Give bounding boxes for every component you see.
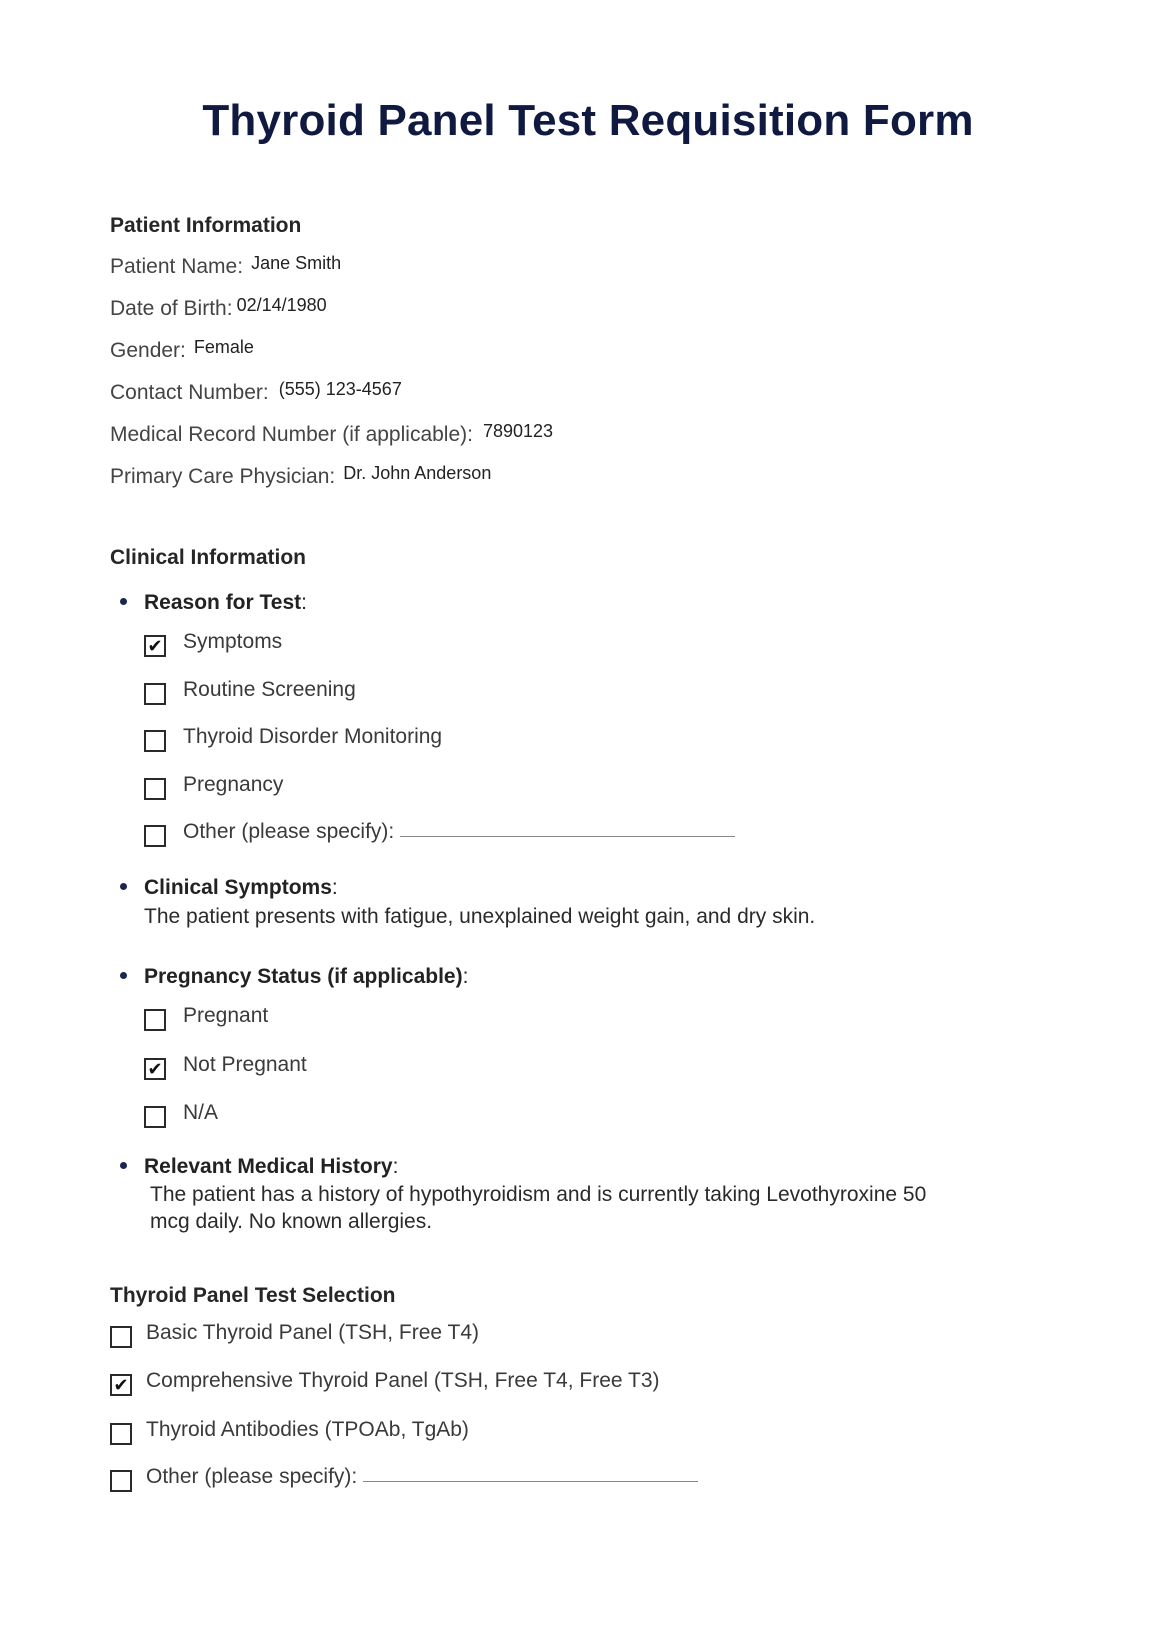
pregnancy-status-item — [120, 965, 468, 989]
bullet-icon — [120, 883, 127, 890]
reason-option-pregnancy[interactable] — [144, 773, 283, 797]
pregnancy-option-na[interactable] — [144, 1101, 218, 1125]
checkbox-icon[interactable] — [144, 825, 166, 847]
checkbox-icon[interactable] — [144, 683, 166, 705]
option-label: Pregnancy — [183, 773, 284, 796]
medical-history-line-2: mcg daily. No known allergies. — [150, 1210, 433, 1233]
medical-history-item — [120, 1155, 398, 1179]
dob-field — [110, 297, 327, 321]
patient-name-label: Patient Name: — [110, 255, 244, 278]
option-label: Not Pregnant — [183, 1053, 307, 1076]
reason-option-symptoms[interactable] — [144, 630, 282, 654]
checkbox-icon[interactable] — [110, 1470, 132, 1492]
checkbox-icon[interactable] — [144, 730, 166, 752]
reason-for-test-item — [120, 591, 307, 615]
pregnancy-status-label: Pregnancy Status (if applicable) — [144, 965, 463, 988]
option-label: Other (please specify): — [183, 820, 395, 843]
mrn-label: Medical Record Number (if applicable): — [110, 423, 473, 446]
symptoms-colon: : — [331, 876, 338, 899]
test-option-basic-panel[interactable] — [110, 1321, 479, 1345]
pcp-label: Primary Care Physician: — [110, 465, 336, 488]
bullet-icon — [120, 598, 127, 605]
checkbox-icon[interactable] — [144, 1009, 166, 1031]
bullet-icon — [120, 972, 127, 979]
contact-number-value[interactable]: (555) 123-4567 — [278, 379, 402, 399]
patient-info-heading: Patient Information — [110, 214, 302, 237]
checkbox-icon[interactable] — [144, 1106, 166, 1128]
test-selection-heading: Thyroid Panel Test Selection — [110, 1284, 396, 1307]
form-title: Thyroid Panel Test Requisition Form — [202, 96, 974, 145]
medical-history-line-1: The patient has a history of hypothyroidism and is currently taking Levothyroxine 50 — [150, 1183, 927, 1206]
gender-label: Gender: — [110, 339, 186, 362]
option-label: Routine Screening — [183, 678, 356, 701]
reason-option-thyroid-monitoring[interactable] — [144, 725, 442, 749]
option-label: Comprehensive Thyroid Panel (TSH, Free T4, Free T3) — [146, 1369, 660, 1392]
option-label: Other (please specify): — [146, 1465, 358, 1488]
option-label: Basic Thyroid Panel (TSH, Free T4) — [146, 1321, 480, 1344]
test-other-specify-input-line[interactable] — [363, 1481, 698, 1482]
pcp-value[interactable]: Dr. John Anderson — [343, 463, 492, 483]
other-specify-input-line[interactable] — [400, 836, 735, 837]
clinical-symptoms-text: The patient presents with fatigue, unexplained weight gain, and dry skin. — [144, 905, 816, 928]
history-colon: : — [392, 1155, 399, 1178]
patient-name-value[interactable]: Jane Smith — [251, 253, 342, 273]
medical-history-label: Relevant Medical History — [144, 1155, 393, 1178]
test-option-thyroid-antibodies[interactable] — [110, 1418, 469, 1442]
dob-value[interactable]: 02/14/1980 — [236, 295, 327, 315]
mrn-value[interactable]: 7890123 — [482, 421, 554, 441]
bullet-icon — [120, 1162, 127, 1169]
patient-name-field — [110, 255, 341, 279]
checkbox-icon[interactable] — [144, 778, 166, 800]
test-option-comprehensive-panel[interactable] — [110, 1369, 660, 1393]
checkbox-checked-icon[interactable]: ✔ — [110, 1374, 132, 1396]
option-label: Thyroid Antibodies (TPOAb, TgAb) — [146, 1418, 469, 1441]
reason-colon: : — [301, 591, 307, 614]
clinical-symptoms-item — [120, 876, 338, 900]
checkbox-checked-icon[interactable]: ✔ — [144, 1058, 166, 1080]
contact-number-field — [110, 381, 402, 405]
reason-for-test-label: Reason for Test — [144, 591, 302, 614]
reason-option-routine-screening[interactable] — [144, 678, 356, 702]
pregnancy-option-pregnant[interactable] — [144, 1004, 268, 1028]
reason-option-other[interactable] — [144, 820, 735, 844]
clinical-symptoms-label: Clinical Symptoms — [144, 876, 332, 899]
pregnancy-colon: : — [462, 965, 469, 988]
checkbox-checked-icon[interactable]: ✔ — [144, 635, 166, 657]
option-label: Thyroid Disorder Monitoring — [183, 725, 443, 748]
dob-label: Date of Birth: — [110, 297, 233, 320]
test-option-other[interactable] — [110, 1465, 698, 1489]
clinical-info-heading: Clinical Information — [110, 546, 307, 569]
option-label: N/A — [183, 1101, 219, 1124]
contact-number-label: Contact Number: — [110, 381, 269, 404]
medical-history-text — [150, 1181, 926, 1235]
checkbox-icon[interactable] — [110, 1423, 132, 1445]
gender-field — [110, 339, 254, 363]
option-label: Symptoms — [183, 630, 283, 653]
option-label: Pregnant — [183, 1004, 269, 1027]
pregnancy-option-not-pregnant[interactable] — [144, 1053, 307, 1077]
checkbox-icon[interactable] — [110, 1326, 132, 1348]
pcp-field — [110, 465, 491, 489]
mrn-field — [110, 423, 553, 447]
gender-value[interactable]: Female — [193, 337, 254, 357]
